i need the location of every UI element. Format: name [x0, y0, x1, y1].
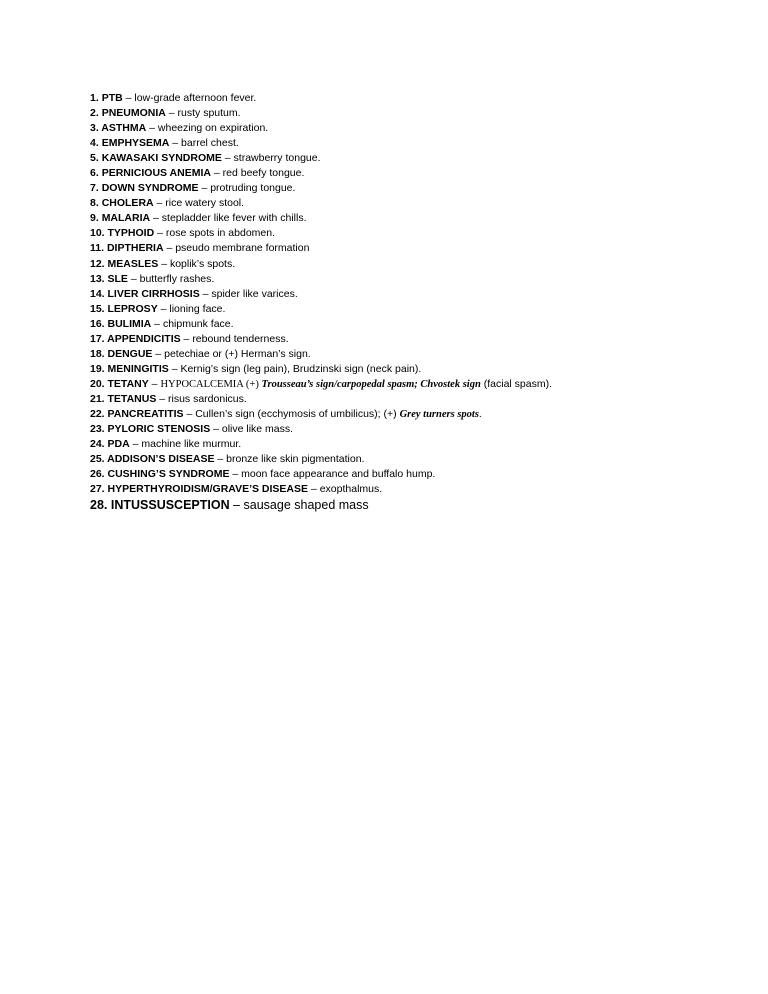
disease-term: PANCREATITIS: [107, 407, 184, 420]
sign-description: – machine like murmur.: [129, 438, 242, 451]
list-item: [90, 482, 750, 497]
sign-description: – Cullen’s sign (ecchymosis of umbilicus); (+): [183, 407, 400, 420]
sign-description: – butterfly rashes.: [127, 272, 215, 285]
item-number: 5.: [90, 152, 102, 165]
disease-term: CHOLERA: [101, 197, 154, 210]
disease-term: SLE: [107, 272, 128, 285]
disease-term: MENINGITIS: [107, 362, 169, 375]
sign-description-tail: (facial spasm).: [480, 377, 552, 390]
item-number: 27.: [90, 483, 108, 496]
item-number: 22.: [90, 407, 108, 420]
list-item: [90, 166, 750, 181]
list-item: [90, 287, 750, 302]
sign-emphasis: Grey turners spots: [399, 408, 479, 420]
list-item: [90, 272, 750, 287]
disease-term: DOWN SYNDROME: [101, 182, 199, 195]
item-number: 2.: [90, 107, 102, 120]
sign-description: – stepladder like fever with chills.: [150, 212, 307, 225]
sign-description: – lioning face.: [157, 302, 226, 315]
sign-description: – red beefy tongue.: [210, 167, 305, 180]
disease-term: BULIMIA: [107, 317, 152, 330]
item-number: 19.: [90, 362, 108, 375]
sign-description: – bronze like skin pigmentation.: [214, 453, 365, 466]
list-item: [90, 362, 750, 377]
list-item: [90, 452, 750, 467]
disease-term: PYLORIC STENOSIS: [107, 423, 211, 436]
disease-term: INTUSSUSCEPTION: [110, 498, 230, 513]
sign-description: – chipmunk face.: [151, 317, 234, 330]
item-number: 12.: [90, 257, 108, 270]
list-item: [90, 181, 750, 196]
item-number: 15.: [90, 302, 108, 315]
item-number: 16.: [90, 317, 108, 330]
item-number: 28.: [90, 498, 111, 513]
list-item: [90, 497, 750, 514]
disease-term: CUSHING’S SYNDROME: [107, 468, 230, 481]
disease-term: MEASLES: [107, 257, 159, 270]
sign-description: HYPOCALCEMIA (+): [160, 378, 262, 390]
disease-term: DENGUE: [107, 347, 153, 360]
list-item: [90, 226, 750, 241]
sign-description: – pseudo membrane formation: [163, 242, 310, 255]
item-number: 3.: [90, 122, 102, 135]
item-number: 1.: [90, 92, 102, 104]
separator: –: [148, 377, 161, 390]
sign-description: – rice watery stool.: [153, 197, 245, 210]
item-number: 4.: [90, 137, 102, 150]
list-item: [90, 121, 750, 136]
item-number: 23.: [90, 423, 108, 436]
sign-description: – protruding tongue.: [198, 182, 296, 195]
list-item: [90, 347, 750, 362]
sign-description: – rose spots in abdomen.: [154, 227, 276, 240]
item-number: 25.: [90, 453, 108, 466]
list-item: [90, 136, 750, 151]
sign-description: – olive like mass.: [210, 423, 294, 436]
disease-term: PDA: [107, 438, 130, 451]
sign-description: – strawberry tongue.: [221, 152, 321, 165]
item-number: 26.: [90, 468, 108, 481]
disease-term: PNEUMONIA: [101, 107, 166, 120]
disease-term: TYPHOID: [107, 227, 155, 240]
list-item: [90, 422, 750, 437]
item-number: 21.: [90, 392, 108, 405]
item-number: 14.: [90, 287, 108, 300]
disease-term: LEPROSY: [107, 302, 158, 315]
item-number: 7.: [90, 182, 102, 195]
item-number: 18.: [90, 347, 108, 360]
list-item: [90, 392, 750, 407]
list-item: [90, 332, 750, 347]
disease-term: LIVER CIRRHOSIS: [107, 287, 200, 300]
list-item: [90, 467, 750, 482]
sign-description: – rebound tenderness.: [180, 332, 289, 345]
sign-description: – barrel chest.: [169, 137, 239, 150]
disease-term: MALARIA: [101, 212, 151, 225]
list-item: [90, 377, 750, 392]
sign-description: – rusty sputum.: [165, 107, 241, 120]
sign-description: – low-grade afternoon fever.: [122, 92, 257, 104]
list-item: [90, 317, 750, 332]
item-number: 13.: [90, 272, 108, 285]
sign-description: – risus sardonicus.: [156, 392, 247, 405]
item-number: 24.: [90, 438, 108, 451]
disease-term: TETANUS: [107, 392, 157, 405]
disease-term: APPENDICITIS: [107, 332, 181, 345]
disease-term: ADDISON’S DISEASE: [107, 453, 215, 466]
sign-emphasis: Trousseau’s sign/carpopedal spasm; Chvostek sign: [261, 378, 481, 390]
disease-term: TETANY: [107, 377, 149, 390]
item-number: 20.: [90, 377, 108, 390]
item-number: 6.: [90, 167, 102, 180]
list-item: [90, 91, 750, 106]
list-item: [90, 407, 750, 422]
list-item: [90, 257, 750, 272]
disease-term: PTB: [101, 92, 123, 104]
list-item: [90, 211, 750, 226]
sign-description: – koplik’s spots.: [158, 257, 236, 270]
disease-term: HYPERTHYROIDISM/GRAVE’S DISEASE: [107, 483, 309, 496]
sign-description: – petechiae or (+) Herman’s sign.: [152, 347, 311, 360]
disease-term: DIPTHERIA: [106, 242, 164, 255]
sign-description: – exopthalmus.: [308, 483, 383, 496]
list-item: [90, 302, 750, 317]
item-number: 11.: [90, 242, 107, 255]
item-number: 8.: [90, 197, 102, 210]
disease-term: KAWASAKI SYNDROME: [101, 152, 222, 165]
disease-term: EMPHYSEMA: [101, 137, 170, 150]
sign-description-tail: .: [478, 407, 482, 420]
sign-description: – wheezing on expiration.: [146, 122, 269, 135]
sign-description: – spider like varices.: [199, 287, 298, 300]
disease-term: ASTHMA: [101, 122, 147, 135]
sign-description: – sausage shaped mass: [229, 498, 369, 513]
list-item: [90, 241, 750, 256]
list-item: [90, 196, 750, 211]
list-item: [90, 106, 750, 121]
item-number: 9.: [90, 212, 102, 225]
item-number: 17.: [90, 332, 108, 345]
list-item: [90, 151, 750, 166]
list-item: [90, 437, 750, 452]
disease-term: PERNICIOUS ANEMIA: [101, 167, 211, 180]
sign-description: – moon face appearance and buffalo hump.: [229, 468, 436, 481]
sign-description: – Kernig’s sign (leg pain), Brudzinski sign (neck pain).: [168, 362, 422, 375]
item-number: 10.: [90, 227, 108, 240]
disease-sign-list: [90, 91, 750, 514]
